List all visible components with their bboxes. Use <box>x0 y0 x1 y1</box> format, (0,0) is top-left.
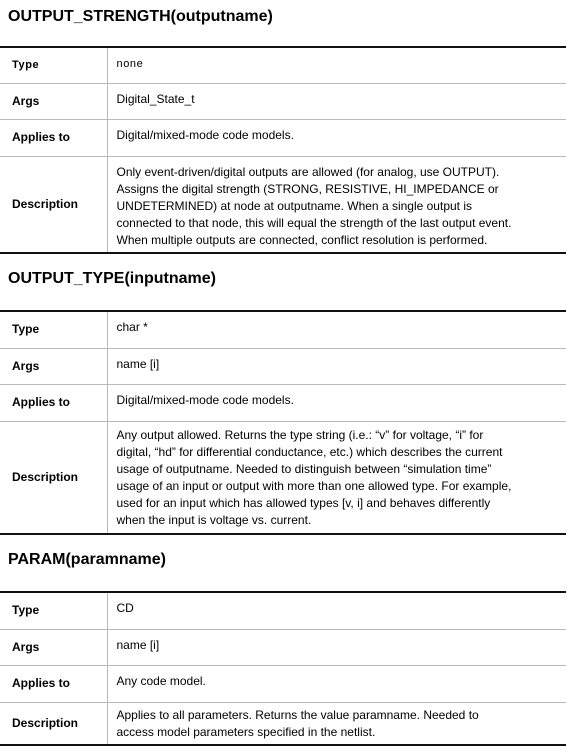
description-row <box>0 702 566 745</box>
description-line: digital, “hd” for differential conductance, etc.) which describes the current <box>116 444 503 459</box>
args-row <box>0 629 566 665</box>
description-label: Description <box>0 702 107 745</box>
spec-table <box>0 46 566 254</box>
description-line: usage of an input or output with more than one allowed type. For example, <box>116 478 512 493</box>
args-label: Args <box>0 629 107 665</box>
type-label: Type <box>0 47 107 83</box>
description-line: used for an input which has allowed types [v, i] and behaves differently <box>116 495 491 510</box>
applies-value: Digital/mixed-mode code models. <box>107 384 566 421</box>
description-row <box>0 421 566 534</box>
description-label: Description <box>0 421 107 534</box>
section-title: PARAM(paramname) <box>8 551 166 568</box>
type-value: CD <box>107 592 566 629</box>
args-row <box>0 348 566 384</box>
section-title: OUTPUT_STRENGTH(outputname) <box>8 8 273 25</box>
applies-value: Any code model. <box>107 665 566 702</box>
description-line: UNDETERMINED) at node at outputname. When a single output is <box>116 198 472 213</box>
applies-row <box>0 665 566 702</box>
args-row <box>0 83 566 119</box>
type-row <box>0 47 566 83</box>
args-value: name [i] <box>107 629 566 665</box>
type-label: Type <box>0 311 107 348</box>
type-label: Type <box>0 592 107 629</box>
args-label: Args <box>0 83 107 119</box>
description-line: Assigns the digital strength (STRONG, RESISTIVE, HI_IMPEDANCE or <box>116 181 499 196</box>
description-value <box>107 421 566 534</box>
type-row <box>0 592 566 629</box>
applies-value: Digital/mixed-mode code models. <box>107 119 566 156</box>
type-row <box>0 311 566 348</box>
description-row <box>0 156 566 253</box>
description-line: connected to that node, this will equal the strength of the last output event. <box>116 215 512 230</box>
description-value <box>107 156 566 253</box>
args-value: Digital_State_t <box>107 83 566 119</box>
args-label: Args <box>0 348 107 384</box>
applies-label: Applies to <box>0 384 107 421</box>
description-line: Applies to all parameters. Returns the value paramname. Needed to <box>116 707 479 722</box>
description-label: Description <box>0 156 107 253</box>
applies-row <box>0 119 566 156</box>
section-title: OUTPUT_TYPE(inputname) <box>8 270 217 287</box>
description-line: usage of outputname. Needed to distinguish between “simulation time” <box>116 461 492 476</box>
applies-label: Applies to <box>0 119 107 156</box>
description-line: When multiple outputs are connected, conflict resolution is performed. <box>116 232 488 247</box>
description-line: Only event-driven/digital outputs are allowed (for analog, use OUTPUT). <box>116 164 500 179</box>
description-value <box>107 702 566 745</box>
description-line: when the input is voltage vs. current. <box>116 512 312 527</box>
description-line: Any output allowed. Returns the type string (i.e.: “v” for voltage, “i” for <box>116 427 484 442</box>
args-value: name [i] <box>107 348 566 384</box>
description-line: access model parameters specified in the netlist. <box>116 724 376 739</box>
applies-label: Applies to <box>0 665 107 702</box>
spec-table <box>0 310 566 535</box>
applies-row <box>0 384 566 421</box>
spec-table <box>0 591 566 746</box>
type-value: char * <box>107 311 566 348</box>
type-value: none <box>107 47 566 83</box>
